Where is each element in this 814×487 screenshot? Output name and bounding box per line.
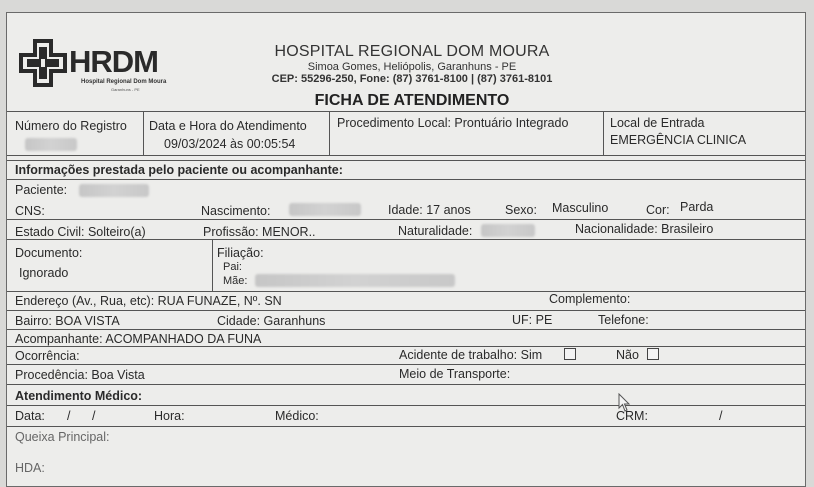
acidente-sim-checkbox[interactable] bbox=[564, 348, 576, 360]
sexo-value: Masculino bbox=[552, 201, 609, 215]
acidente-nao-checkbox[interactable] bbox=[647, 348, 659, 360]
logo-subtitle: Hospital Regional Dom Moura bbox=[81, 79, 167, 85]
local-entrada-value: EMERGÊNCIA CLINICA bbox=[610, 133, 747, 147]
hospital-name: HOSPITAL REGIONAL DOM MOURA bbox=[274, 43, 550, 60]
data-label: Data: bbox=[15, 409, 45, 423]
sexo-label: Sexo: bbox=[505, 203, 537, 217]
mouse-cursor-icon bbox=[618, 393, 632, 413]
divider bbox=[7, 239, 805, 240]
complemento-label: Complemento: bbox=[549, 292, 631, 306]
cns-label: CNS: bbox=[15, 204, 45, 218]
documento-label: Documento: bbox=[15, 246, 83, 260]
filiacao-label: Filiação: bbox=[217, 246, 264, 260]
hora-label: Hora: bbox=[154, 409, 185, 423]
hospital-header bbox=[197, 43, 627, 110]
numero-registro-label: Número do Registro bbox=[15, 119, 127, 133]
divider bbox=[7, 291, 805, 292]
crm-label: CRM: bbox=[616, 409, 648, 423]
logo-wordmark: HRDM bbox=[69, 44, 158, 79]
ficha-document bbox=[6, 12, 806, 487]
data-hora-value: 09/03/2024 às 00:05:54 bbox=[164, 137, 296, 151]
queixa-principal-label: Queixa Principal: bbox=[15, 430, 110, 444]
divider bbox=[7, 329, 805, 330]
profissao: Profissão: MENOR.. bbox=[203, 225, 316, 239]
idade-label: Idade: 17 anos bbox=[388, 203, 471, 217]
data-slash-2: / bbox=[92, 409, 96, 423]
acidente-nao-label: Não bbox=[616, 348, 639, 362]
meio-transporte-label: Meio de Transporte: bbox=[399, 367, 511, 381]
divider bbox=[7, 111, 805, 112]
divider bbox=[7, 155, 805, 156]
naturalidade-label: Naturalidade: bbox=[398, 224, 473, 238]
info-section-title: Informações prestada pelo paciente ou acompanhante: bbox=[15, 163, 343, 177]
divider bbox=[603, 111, 604, 155]
medico-label: Médico: bbox=[275, 409, 319, 423]
pai-label: Pai: bbox=[223, 261, 242, 273]
ocorrencia-label: Ocorrência: bbox=[15, 349, 80, 363]
hospital-address: Simoa Gomes, Heliópolis, Garanhuns - PE bbox=[307, 61, 517, 73]
nascimento-label: Nascimento: bbox=[201, 204, 271, 218]
telefone-label: Telefone: bbox=[598, 313, 649, 327]
cross-logo-icon bbox=[19, 39, 67, 87]
hospital-logo bbox=[19, 39, 179, 101]
redacted-nascimento bbox=[289, 203, 361, 216]
divider bbox=[7, 346, 805, 347]
acompanhante: Acompanhante: ACOMPANHADO DA FUNA bbox=[15, 332, 262, 346]
divider bbox=[7, 405, 805, 406]
uf: UF: PE bbox=[512, 313, 553, 327]
redacted-registro bbox=[25, 138, 77, 151]
data-hora-label: Data e Hora do Atendimento bbox=[149, 119, 307, 133]
divider bbox=[212, 239, 213, 291]
divider bbox=[143, 111, 144, 155]
cidade: Cidade: Garanhuns bbox=[217, 314, 326, 328]
divider bbox=[7, 179, 805, 180]
data-slash-1: / bbox=[67, 409, 71, 423]
cor-value: Parda bbox=[680, 200, 714, 214]
redacted-paciente bbox=[79, 184, 149, 197]
divider bbox=[7, 160, 805, 161]
redacted-mae bbox=[255, 274, 455, 287]
estado-civil: Estado Civil: Solteiro(a) bbox=[15, 225, 146, 239]
divider bbox=[7, 364, 805, 365]
divider bbox=[7, 219, 805, 220]
bairro: Bairro: BOA VISTA bbox=[15, 314, 120, 328]
mae-label: Mãe: bbox=[223, 275, 248, 287]
paciente-label: Paciente: bbox=[15, 183, 68, 197]
hda-label: HDA: bbox=[15, 461, 45, 475]
hospital-contact: CEP: 55296-250, Fone: (87) 3761-8100 | (87) 3761-8101 bbox=[271, 73, 553, 85]
divider bbox=[7, 426, 805, 427]
divider bbox=[329, 111, 330, 155]
logo-subtitle-city: Garanhuns - PE bbox=[111, 87, 140, 92]
medico-section-title: Atendimento Médico: bbox=[15, 389, 143, 403]
cor-label: Cor: bbox=[646, 203, 670, 217]
acidente-trabalho-label: Acidente de trabalho: Sim bbox=[399, 348, 543, 362]
divider bbox=[7, 310, 805, 311]
redacted-naturalidade bbox=[481, 224, 535, 237]
procedimento-label: Procedimento Local: Prontuário Integrado bbox=[337, 116, 569, 130]
documento-value: Ignorado bbox=[19, 266, 69, 280]
nacionalidade: Nacionalidade: Brasileiro bbox=[575, 222, 714, 236]
local-entrada-label: Local de Entrada bbox=[610, 116, 705, 130]
procedencia: Procedência: Boa Vista bbox=[15, 368, 145, 382]
divider bbox=[7, 384, 805, 385]
form-title: FICHA DE ATENDIMENTO bbox=[314, 92, 510, 109]
endereco: Endereço (Av., Rua, etc): RUA FUNAZE, Nº. SN bbox=[15, 294, 282, 308]
crm-slash: / bbox=[719, 409, 723, 423]
